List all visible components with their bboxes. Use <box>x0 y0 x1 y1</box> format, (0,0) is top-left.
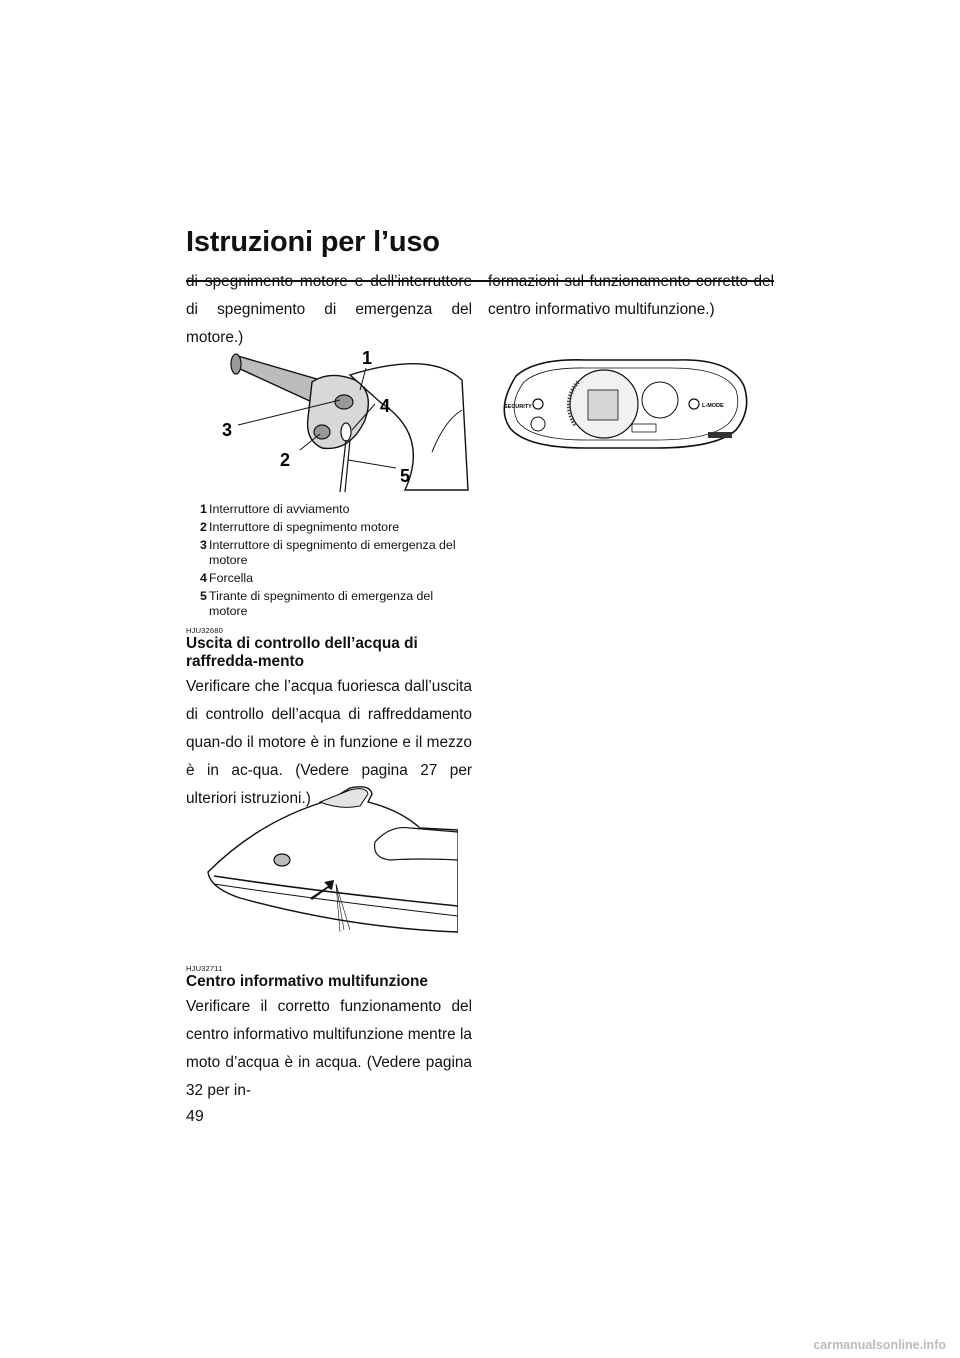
right-intro-text: formazioni sul funzionamento corretto del centro informativo multifunzione.) <box>488 273 774 318</box>
fuel-indicator <box>632 424 656 432</box>
watermark: carmanualsonline.info <box>813 1338 946 1352</box>
start-button <box>335 395 353 409</box>
handlebar-figure <box>200 340 472 492</box>
section-code: HJU32711 <box>186 964 223 973</box>
section-body-text: Verificare che l’acqua fuoriesca dall’uscita di controllo dell’acqua di raffreddamento quan-do il motore è in funzione e il mezzo è in ac-qua. (Vedere pagina 27 per ulteriori istruzioni.) <box>186 678 472 807</box>
watercraft-figure <box>200 780 458 938</box>
legend-text: Forcella <box>209 571 254 585</box>
info-dial <box>642 382 678 418</box>
security-label: SECURITY <box>504 404 532 410</box>
legend-item <box>200 502 472 517</box>
section-info-center <box>186 964 472 1105</box>
figure-legend <box>200 502 472 622</box>
legend-item <box>200 538 472 568</box>
legend-text: Interruttore di avviamento <box>209 502 350 516</box>
legend-text: Interruttore di spegnimento motore <box>209 520 400 534</box>
control-pad <box>531 417 545 431</box>
lanyard-2 <box>345 440 350 492</box>
legend-text: Interruttore di spegnimento di emergenza del motore <box>209 538 456 567</box>
right-intro <box>488 268 774 324</box>
legend-item <box>200 589 472 619</box>
callout-2: 2 <box>280 450 291 470</box>
security-button <box>533 399 543 409</box>
fuel-cap <box>274 854 290 866</box>
legend-number: 2 <box>200 520 207 534</box>
badge <box>708 432 732 438</box>
dashboard-figure <box>496 352 750 454</box>
lmode-label: L-MODE <box>702 403 724 409</box>
page-number: 49 <box>186 1108 204 1125</box>
callout-1: 1 <box>362 348 373 368</box>
left-intro-text: di spegnimento motore e dell’interruttore di spegnimento di emergenza del motore.) <box>186 273 472 346</box>
section-code: HJU32680 <box>186 626 224 635</box>
callout-4: 4 <box>380 396 391 416</box>
callout-5: 5 <box>400 466 411 486</box>
section-body <box>186 993 472 1105</box>
lmode-button <box>689 399 699 409</box>
section-body-text: Verificare il corretto funzionamento del centro informativo multifunzione mentre la moto d’acqua è in acqua. (Vedere pagina 32 per in- <box>186 998 472 1099</box>
clip <box>341 423 351 441</box>
callout-3: 3 <box>222 420 233 440</box>
section-heading: Uscita di controllo dell’acqua di raffredda-mento <box>186 635 418 670</box>
seat <box>375 828 458 860</box>
grip <box>234 356 320 402</box>
leader-5 <box>348 460 396 468</box>
legend-number: 1 <box>200 502 207 516</box>
legend-number: 5 <box>200 589 207 603</box>
section-heading: Centro informativo multifunzione <box>186 973 428 990</box>
legend-item <box>200 571 472 586</box>
grip-end <box>231 354 241 374</box>
legend-text: Tirante di spegnimento di emergenza del motore <box>209 589 434 618</box>
digital-display <box>588 390 618 420</box>
legend-number: 3 <box>200 538 207 552</box>
legend-number: 4 <box>200 571 207 585</box>
page-title: Istruzioni per l’uso <box>186 226 440 258</box>
lanyard <box>340 440 346 492</box>
legend-item <box>200 520 472 535</box>
